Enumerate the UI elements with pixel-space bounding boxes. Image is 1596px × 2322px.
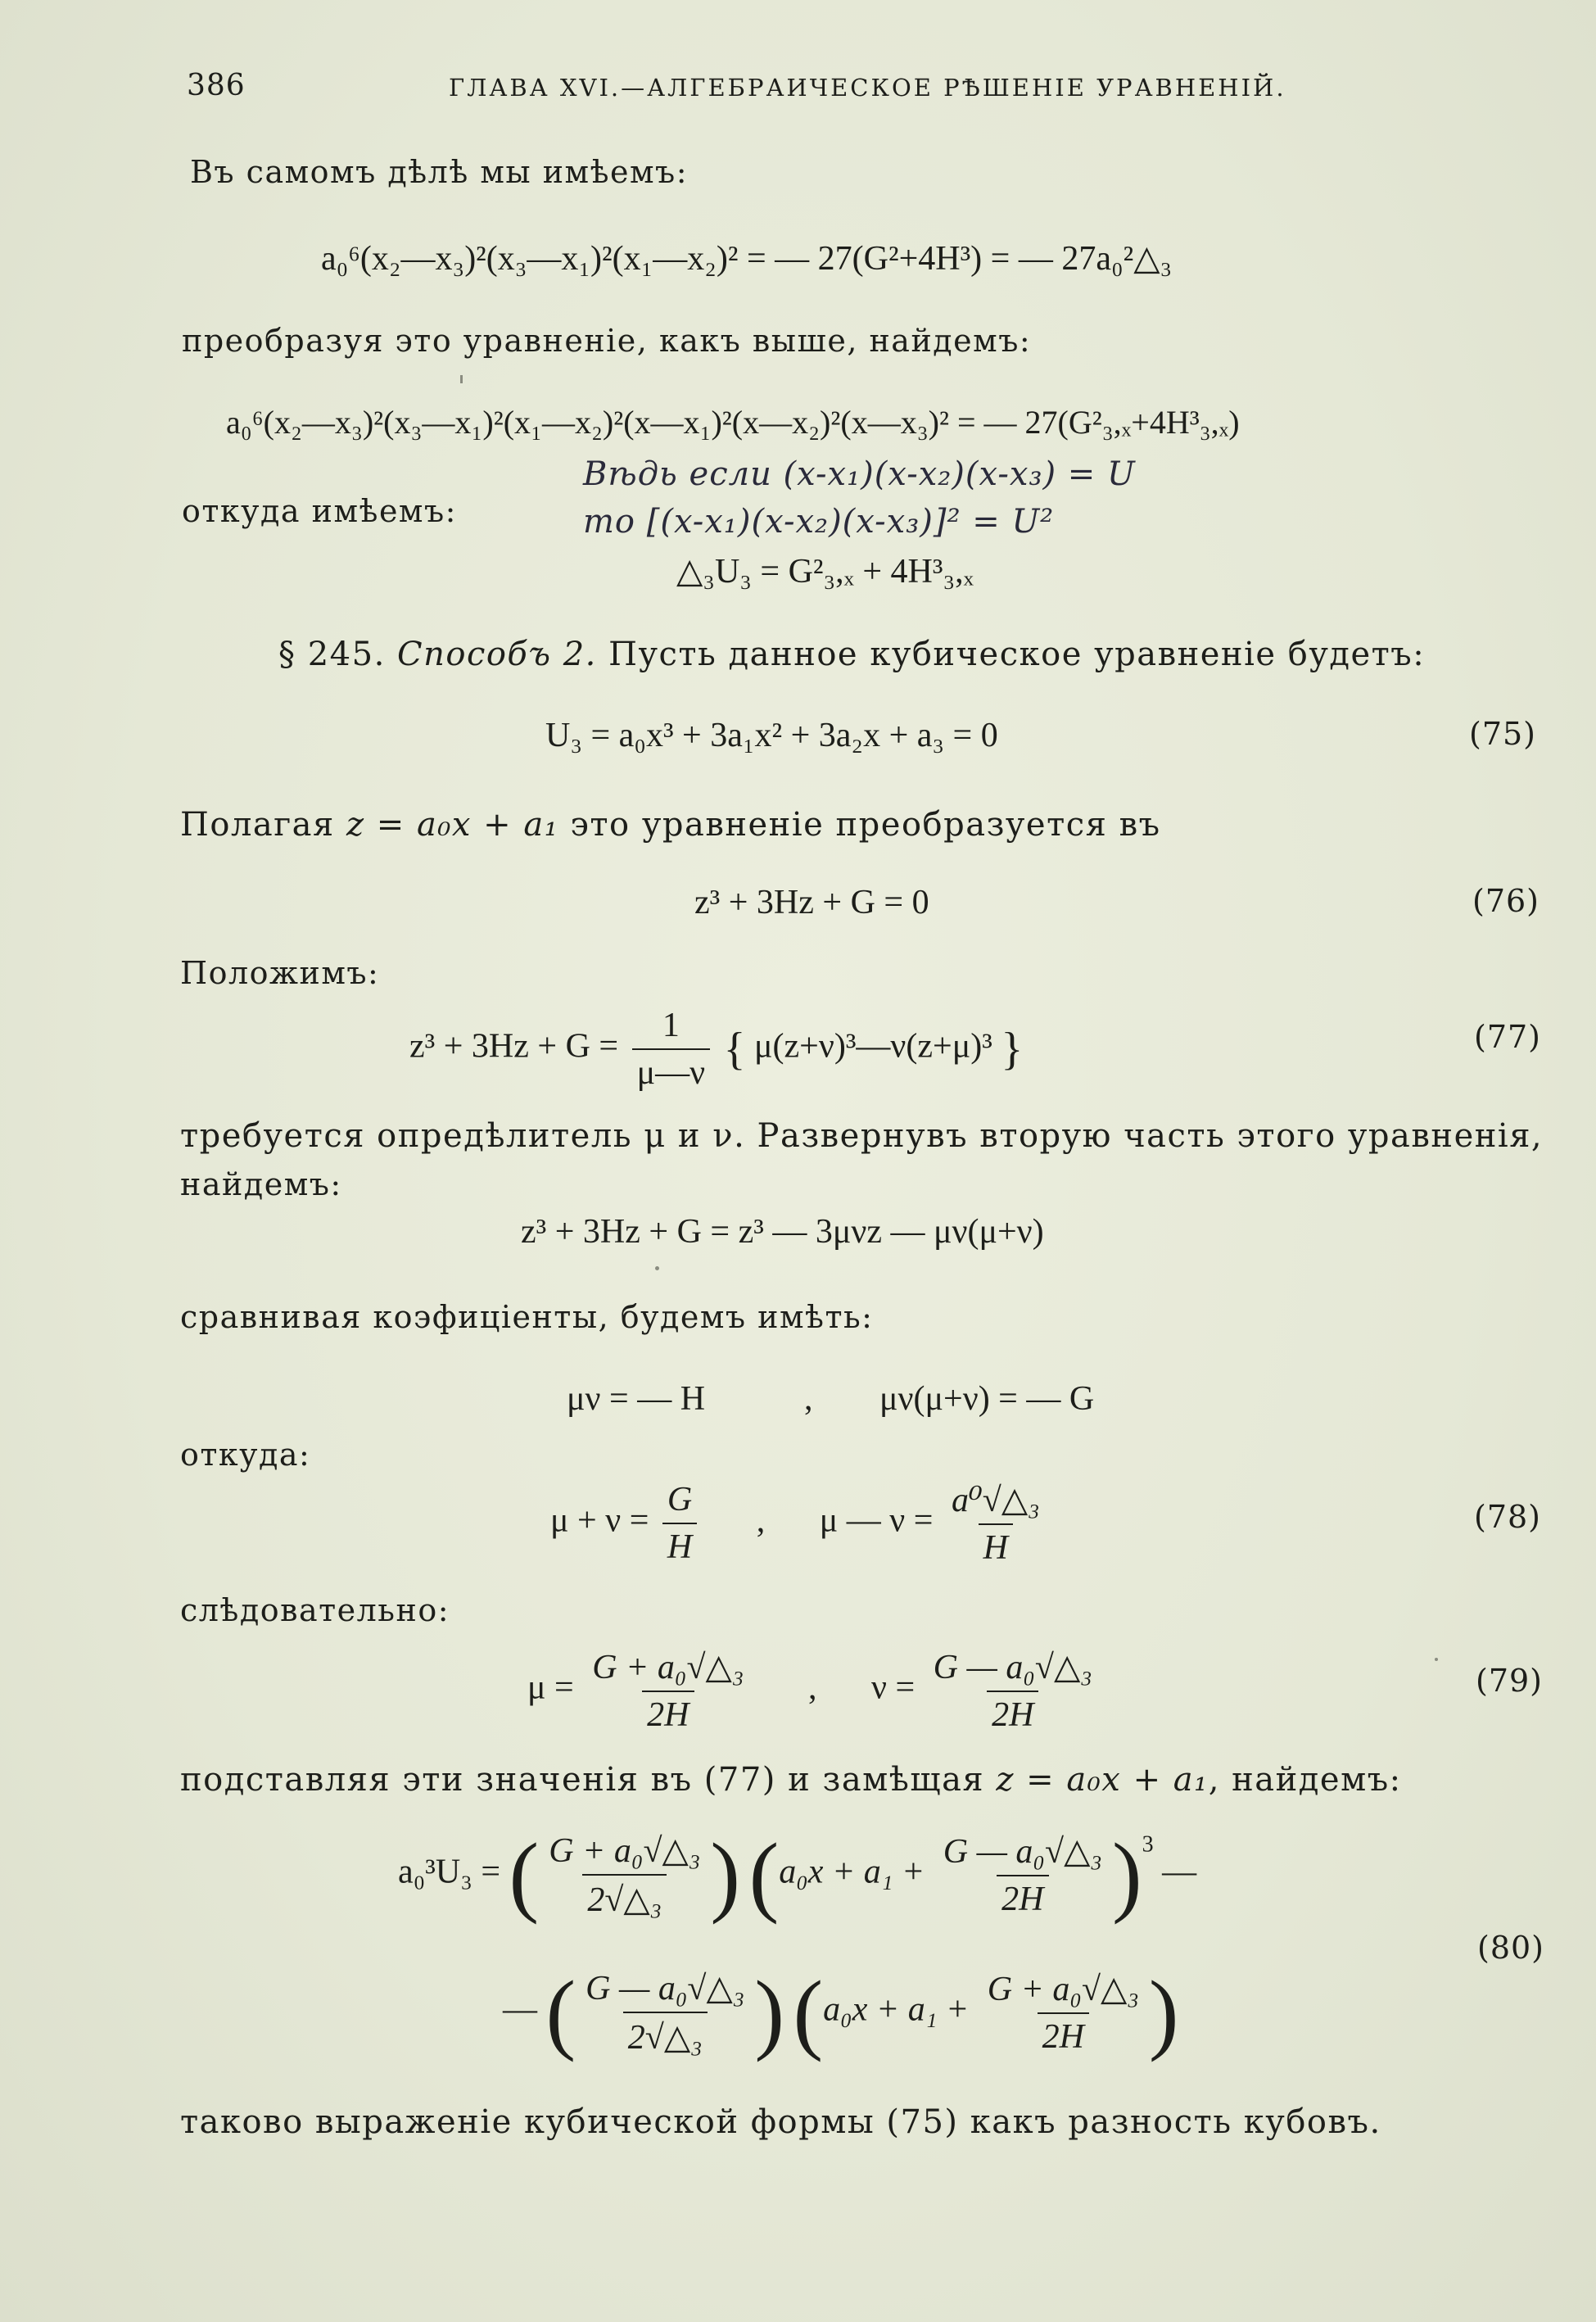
equation-mu-nu-sum: μν(μ+ν) = — G — [879, 1380, 1095, 1418]
eq78-diff-lhs: μ — ν = — [819, 1501, 934, 1540]
paragraph-transform: преобразуя это уравненіе, какъ выше, найдемъ: — [182, 323, 1032, 359]
eq80-fraction-3-numerator: G — a₀√△₃ — [586, 1970, 745, 2007]
eq77-rhs: μ(z+ν)³—ν(z+μ)³ — [754, 1027, 992, 1066]
paragraph-intro: Въ самомъ дѣлѣ мы имѣемъ: — [190, 154, 689, 190]
equation-number-76: (76) — [1472, 883, 1540, 919]
eq78-sum-lhs: μ + ν = — [550, 1501, 649, 1540]
section-text: Пусть данное кубическое уравненіе будетъ: — [608, 636, 1426, 673]
paragraph-conclusion: таково выраженіе кубической формы (75) какъ разность кубовъ. — [180, 2103, 1381, 2141]
substituting-lead: подставляя эти значенія въ (77) и замѣщая — [180, 1761, 985, 1799]
equation-80-line-1 — [398, 1825, 1197, 1925]
equation-number-79: (79) — [1476, 1663, 1544, 1699]
eq78-diff-denominator: H — [979, 1523, 1013, 1568]
eq80-exponent-1: 3 — [1142, 1831, 1154, 1858]
eq80-paren-1-close: ) — [710, 1825, 741, 1925]
eq80-paren-3-close: ) — [754, 1962, 785, 2062]
equation-expanded: z³ + 3Hz + G = z³ — 3μνz — μν(μ+ν) — [521, 1213, 1044, 1251]
paragraph-required: требуется опредѣлитель μ и ν. Развернувъ вторую часть этого уравненія, — [180, 1117, 1544, 1155]
eq80-leading-minus: — — [503, 1990, 537, 2029]
equation-discriminant: a₀⁶(x₂—x₃)²(x₃—x₁)²(x₁—x₂)² = — 27(G²+4H³) = — 27a₀²△₃ — [321, 240, 1173, 278]
eq79-mu-numerator: G + a₀√△₃ — [592, 1649, 744, 1686]
eq79-nu-fraction — [929, 1646, 1097, 1735]
eq79-comma: , — [807, 1668, 817, 1707]
equation-number-80: (80) — [1477, 1930, 1545, 1966]
page-speck-3 — [1435, 1658, 1438, 1661]
eq80-lhs: a₀³U₃ = — [398, 1853, 501, 1891]
eq79-mu-lhs: μ = — [527, 1668, 574, 1707]
handwritten-note-line-1: Вѣдь если (x-x₁)(x-x₂)(x-x₃) = U — [583, 455, 1136, 493]
equation-75: U₃ = a₀x³ + 3a₁x² + 3a₂x + a₃ = 0 — [545, 717, 998, 754]
eq80-trailing-minus: — — [1162, 1853, 1197, 1891]
eq80-paren-4-open: ( — [793, 1962, 824, 2062]
substitution-lead: Полагая — [180, 806, 335, 844]
equation-comma: , — [804, 1380, 813, 1418]
eq78-sum-numerator: G — [667, 1481, 693, 1519]
eq77-lhs: z³ + 3Hz + G = — [409, 1027, 619, 1066]
equation-number-75: (75) — [1469, 716, 1537, 752]
equation-number-78: (78) — [1474, 1499, 1542, 1535]
eq78-sum-denominator: H — [662, 1523, 697, 1567]
eq78-comma: , — [756, 1501, 766, 1540]
eq80-paren-2-close: ) — [1111, 1825, 1142, 1925]
paragraph-compare: сравнивая коэфиціенты, будемъ имѣть: — [180, 1299, 874, 1335]
equation-79 — [527, 1646, 1102, 1735]
page-speck-1 — [460, 375, 463, 383]
page-number: 386 — [187, 69, 246, 102]
section-245-heading — [278, 636, 1425, 673]
running-title: ГЛАВА XVI.—АЛГЕБРАИЧЕСКОЕ РѢШЕНІЕ УРАВНЕНІЙ. — [449, 74, 1286, 102]
eq80-fraction-3 — [581, 1967, 749, 2057]
equation-77 — [409, 1006, 1023, 1093]
eq77-fraction-denominator: μ—ν — [632, 1048, 711, 1093]
paragraph-let: Положимъ: — [180, 955, 380, 991]
eq80-fraction-1 — [544, 1830, 705, 1920]
section-method-label: Способъ 2. — [397, 636, 597, 673]
eq78-diff-numerator: a⁰√△₃ — [951, 1482, 1040, 1519]
substituting-formula: z = a₀x + a₁ — [996, 1761, 1209, 1799]
eq80-fraction-2 — [938, 1831, 1107, 1919]
eq79-nu-denominator: 2H — [987, 1691, 1038, 1735]
equation-80-line-2 — [503, 1962, 1179, 2062]
equation-76: z³ + 3Hz + G = 0 — [694, 884, 929, 921]
eq78-sum-fraction — [662, 1480, 697, 1567]
page-speck-2 — [655, 1266, 659, 1270]
eq80-paren-4-close: ) — [1148, 1962, 1179, 2062]
eq80-fraction-4 — [983, 1968, 1144, 2057]
eq80-paren-3-open: ( — [545, 1962, 576, 2062]
eq77-fraction-numerator: 1 — [662, 1007, 680, 1044]
eq79-nu-lhs: ν = — [870, 1668, 916, 1707]
section-number: § 245. — [278, 636, 386, 673]
eq78-diff-fraction — [947, 1479, 1045, 1568]
eq77-close-brace: } — [1001, 1024, 1024, 1075]
substitution-formula: z = a₀x + a₁ — [346, 806, 559, 844]
equation-delta-u3: △₃U₃ = G²₃,ₓ + 4H³₃,ₓ — [676, 553, 974, 591]
paragraph-whence: откуда имѣемъ: — [182, 493, 457, 529]
handwritten-note-line-2: то [(x-x₁)(x-x₂)(x-x₃)]² = U² — [583, 503, 1055, 541]
substituting-tail: , найдемъ: — [1208, 1761, 1402, 1799]
eq80-fraction-2-denominator: 2H — [997, 1875, 1048, 1919]
paragraph-consequently: слѣдовательно: — [180, 1592, 450, 1628]
eq79-mu-fraction — [587, 1646, 748, 1735]
eq80-fraction-4-numerator: G + a₀√△₃ — [987, 1971, 1139, 2008]
equation-78 — [550, 1479, 1050, 1568]
equation-number-77: (77) — [1474, 1019, 1542, 1055]
eq79-nu-numerator: G — a₀√△₃ — [933, 1649, 1092, 1686]
eq80-fraction-2-numerator: G — a₀√△₃ — [943, 1833, 1102, 1871]
eq80-paren-2-open: ( — [748, 1825, 780, 1925]
eq80-fraction-1-numerator: G + a₀√△₃ — [549, 1832, 701, 1870]
paragraph-substitution — [180, 806, 1161, 844]
substitution-tail: это уравненіе преобразуется въ — [570, 806, 1161, 844]
eq80-fraction-3-denominator: 2√△₃ — [623, 2012, 708, 2057]
eq80-fraction-4-denominator: 2H — [1038, 2012, 1089, 2057]
eq77-fraction — [632, 1006, 711, 1093]
eq77-open-brace: { — [723, 1024, 746, 1075]
paragraph-whence-2: откуда: — [180, 1437, 311, 1473]
eq80-paren-1-open: ( — [509, 1825, 540, 1925]
eq80-fraction-1-denominator: 2√△₃ — [582, 1874, 667, 1920]
eq80-middle-term: a₀x + a₁ + — [779, 1853, 925, 1891]
paragraph-find: найдемъ: — [180, 1166, 342, 1202]
equation-mu-nu-product: μν = — H — [567, 1380, 706, 1418]
paragraph-substituting — [180, 1761, 1402, 1799]
eq79-mu-denominator: 2H — [642, 1691, 694, 1735]
equation-transformed: a₀⁶(x₂—x₃)²(x₃—x₁)²(x₁—x₂)²(x—x₁)²(x—x₂)²(x—x₃)² = — 27(G²₃,ₓ+4H³₃,ₓ) — [226, 404, 1240, 441]
eq80-middle-term-2: a₀x + a₁ + — [823, 1990, 970, 2029]
